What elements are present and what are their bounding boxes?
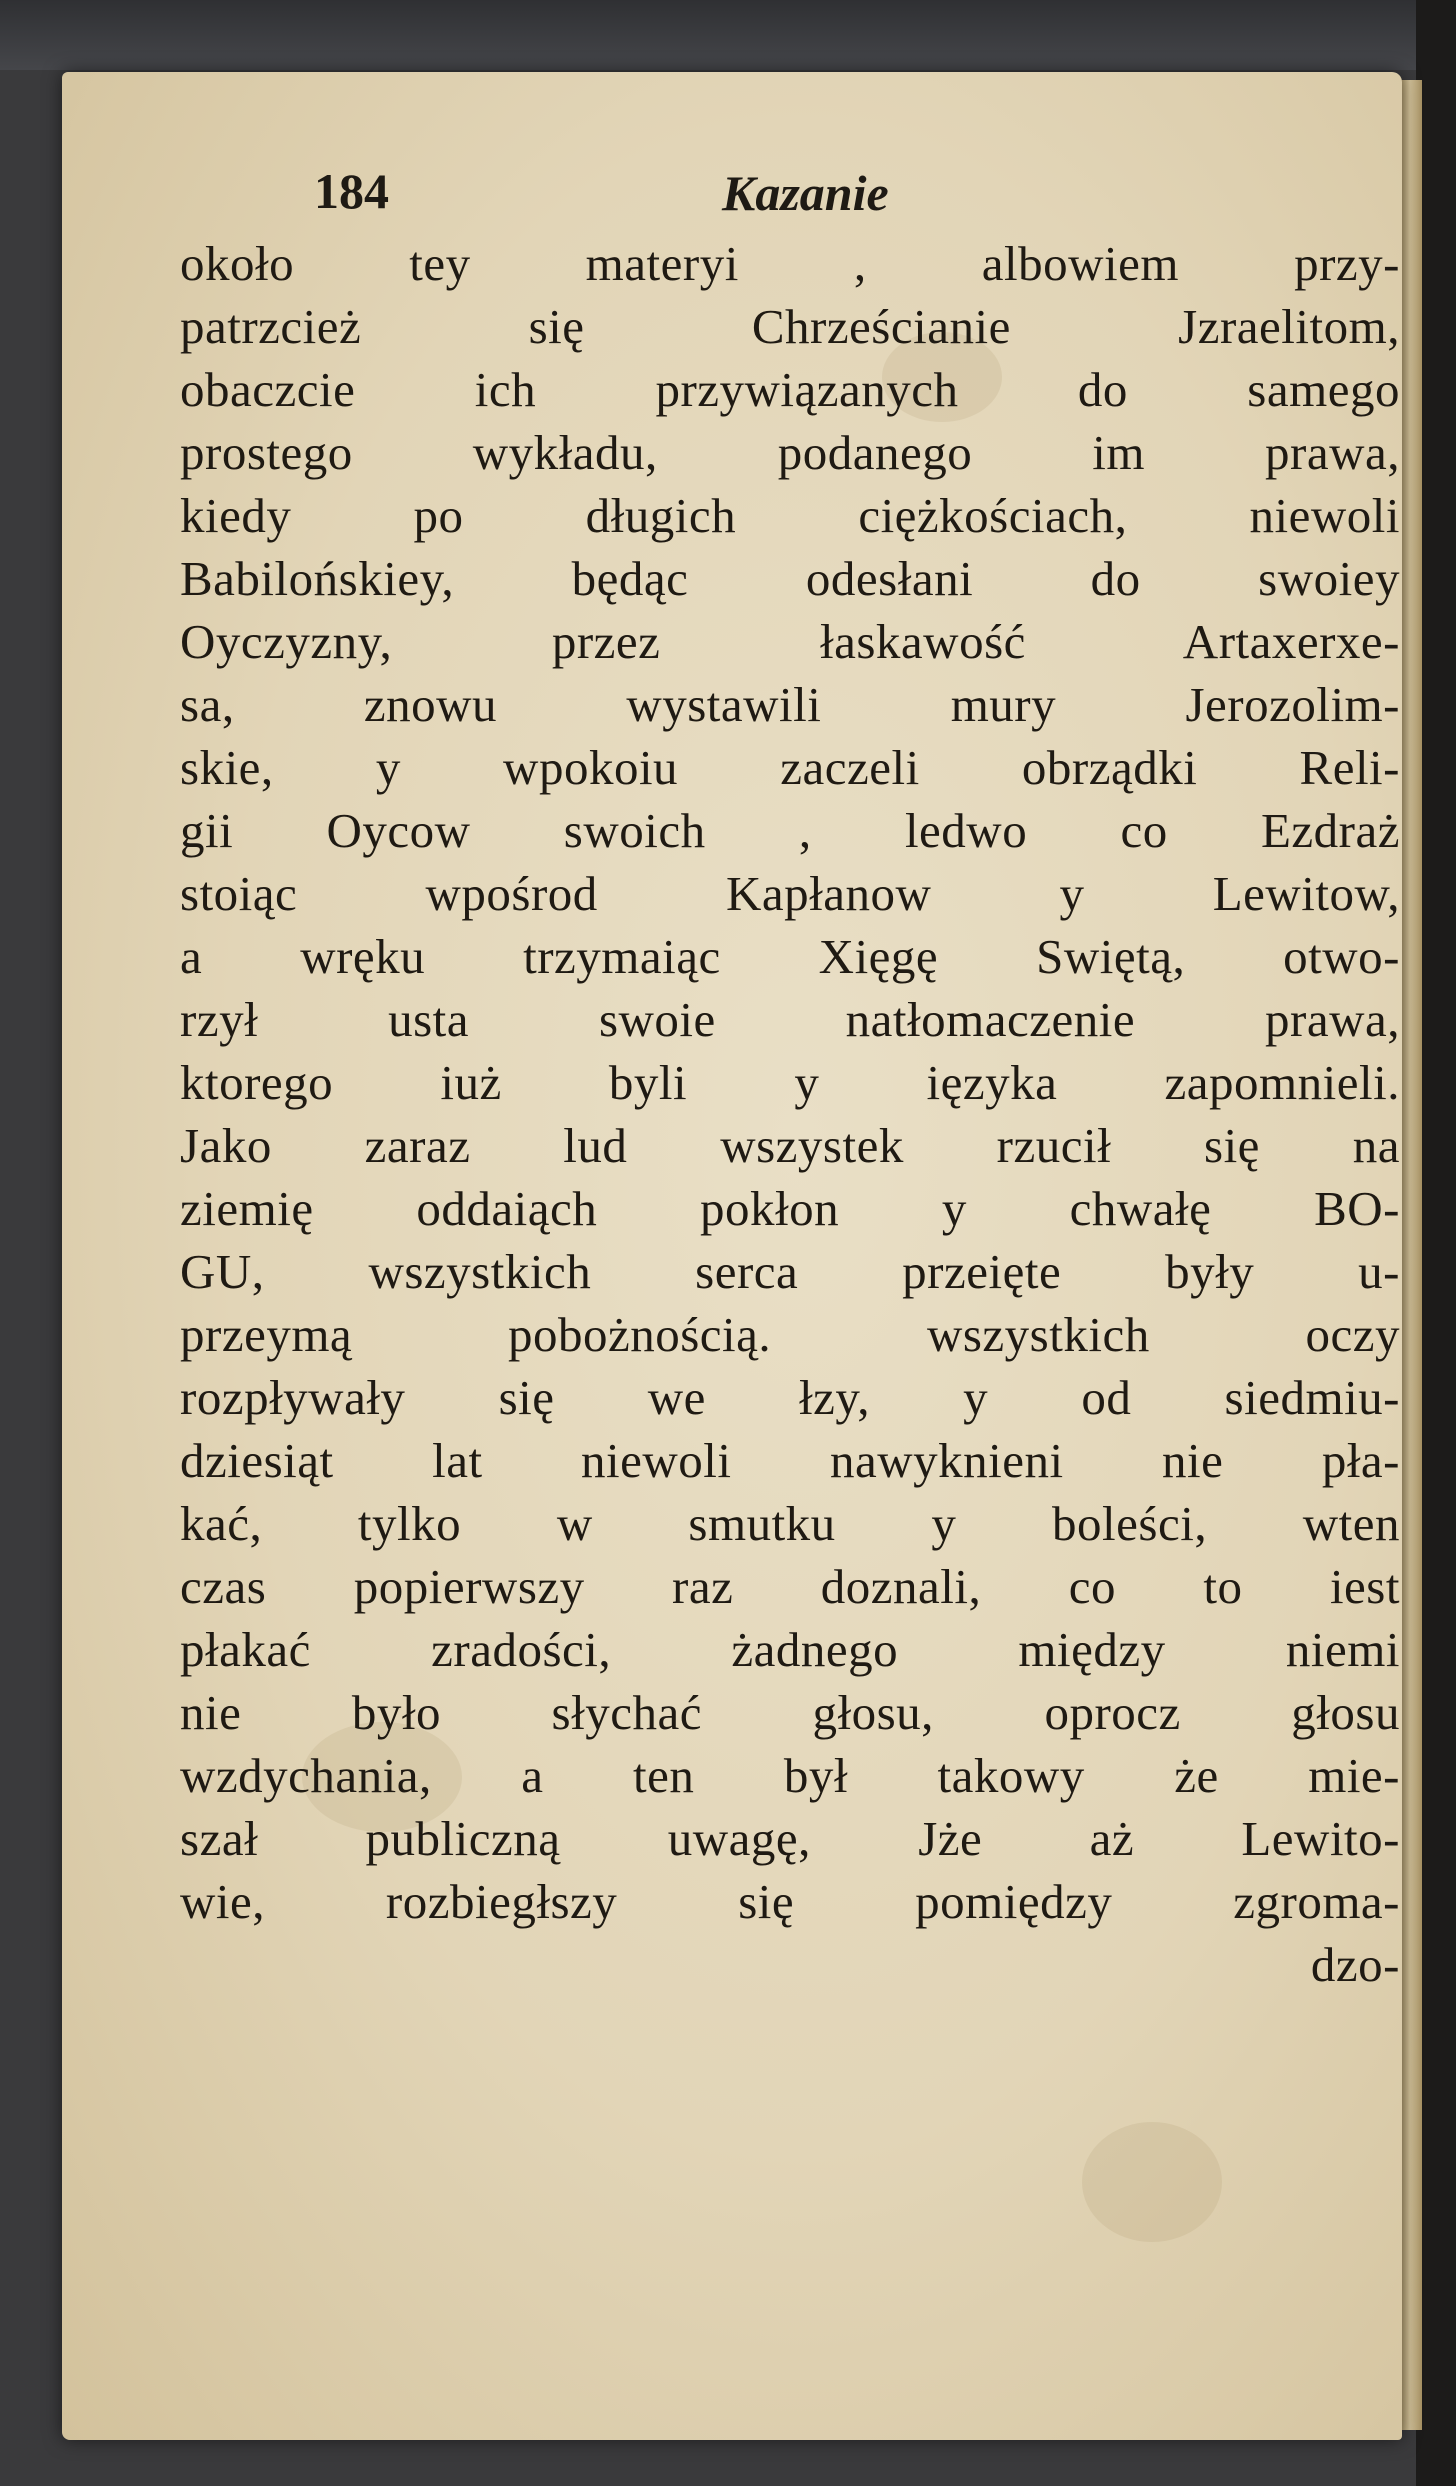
text-line: patrzcież się Chrześcianie Jzraelitom,	[180, 299, 1400, 354]
text-line: skie, y wpokoiu zaczeli obrządki Reli-	[180, 740, 1400, 795]
scanner-background-right	[1416, 0, 1456, 2486]
scanner-background-top	[0, 0, 1456, 70]
text-line: Jako zaraz lud wszystek rzucił się na	[180, 1118, 1400, 1173]
text-line: kiedy po długich ciężkościach, niewoli	[180, 488, 1400, 543]
text-line: prostego wykładu, podanego im prawa,	[180, 425, 1400, 480]
paper-stain	[1082, 2122, 1222, 2242]
body-text	[180, 232, 1400, 1996]
adjacent-page-edge	[1400, 80, 1422, 2430]
text-line: obaczcie ich przywiązanych do samego	[180, 362, 1400, 417]
text-line: przeymą pobożnością. wszystkich oczy	[180, 1307, 1400, 1362]
text-line: płakać zradości, żadnego między niemi	[180, 1622, 1400, 1677]
text-line: szał publiczną uwagę, Jże aż Lewito-	[180, 1811, 1400, 1866]
text-line: kać, tylko w smutku y boleści, wten	[180, 1496, 1400, 1551]
text-line: około tey materyi , albowiem przy-	[180, 236, 1400, 291]
text-line: rzył usta swoie natłomaczenie prawa,	[180, 992, 1400, 1047]
text-line: Oyczyzny, przez łaskawość Artaxerxe-	[180, 614, 1400, 669]
text-line: ziemię oddaiąch pokłon y chwałę BO-	[180, 1181, 1400, 1236]
text-line: gii Oycow swoich , ledwo co Ezdraż	[180, 803, 1400, 858]
running-title: Kazanie	[722, 165, 889, 221]
text-line: czas popierwszy raz doznali, co to iest	[180, 1559, 1400, 1614]
text-line: Babilońskiey, będąc odesłani do swoiey	[180, 551, 1400, 606]
text-line: a wręku trzymaiąc Xięgę Swiętą, otwo-	[180, 929, 1400, 984]
text-line: ktorego iuż byli y ięzyka zapomnieli.	[180, 1055, 1400, 1110]
text-line: dziesiąt lat niewoli nawyknieni nie pła-	[180, 1433, 1400, 1488]
text-line: sa, znowu wystawili mury Jerozolim-	[180, 677, 1400, 732]
text-line: stoiąc wpośrod Kapłanow y Lewitow,	[180, 866, 1400, 921]
text-line: GU, wszystkich serca przeięte były u-	[180, 1244, 1400, 1299]
text-line: wie, rozbiegłszy się pomiędzy zgroma-	[180, 1874, 1400, 1929]
text-line: wzdychania, a ten był takowy że mie-	[180, 1748, 1400, 1803]
book-page	[62, 72, 1402, 2440]
page-number: 184	[314, 163, 389, 219]
text-line: nie było słychać głosu, oprocz głosu	[180, 1685, 1400, 1740]
text-line: rozpływały się we łzy, y od siedmiu-	[180, 1370, 1400, 1425]
catchword: dzo-	[1310, 1937, 1400, 1992]
